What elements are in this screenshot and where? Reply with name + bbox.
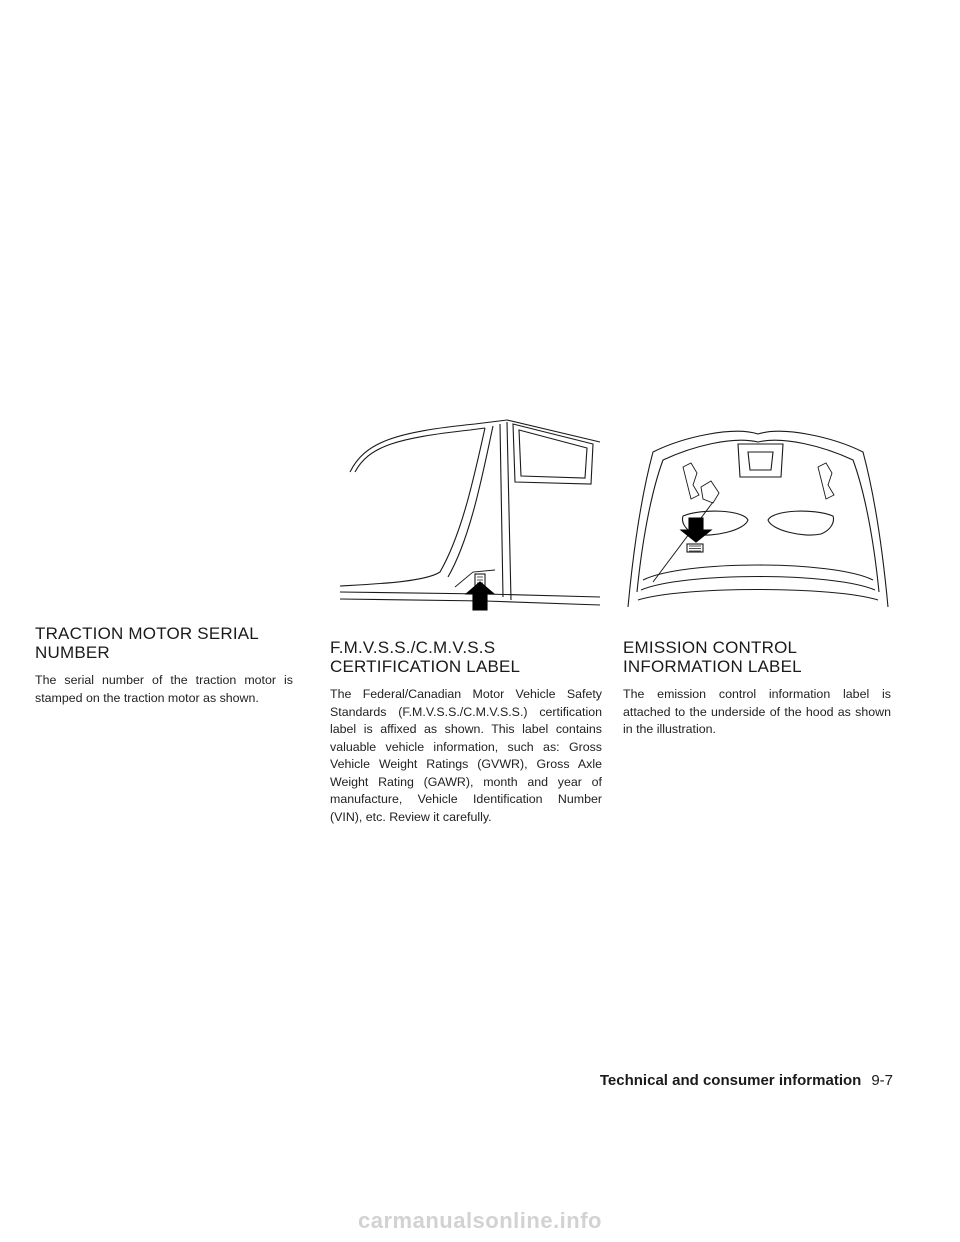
footer-section-title: Technical and consumer information: [599, 1072, 862, 1089]
page-number: 9-7: [871, 1072, 893, 1089]
section-title: TRACTION MOTOR SERIAL NUMBER: [35, 624, 259, 662]
section-title: EMISSION CONTROL INFORMATION LABEL: [623, 638, 802, 676]
section-traction-motor: [35, 624, 293, 707]
page-footer: [600, 1072, 893, 1089]
section-emission-label: [623, 638, 891, 739]
hood-underside-illustration: [623, 412, 893, 612]
section-body: The Federal/Canadian Motor Vehicle Safety Standards (F.M.V.S.S./C.M.V.S.S.) certification label is affixed as shown. This label contains valuable vehicle information, such as: Gross Vehicle Weight Ratings (GVWR), Gross Axle Weight Rating (GAWR), month and year of manufacture, Vehicle Identification Number (VIN), etc. Review it carefully.: [330, 687, 602, 824]
watermark: carmanualsonline.info: [358, 1208, 602, 1233]
door-pillar-illustration: [335, 412, 605, 617]
section-certification-label: [330, 638, 602, 826]
section-body: The emission control information label is attached to the underside of the hood as shown in the illustration.: [623, 687, 891, 736]
section-title: F.M.V.S.S./C.M.V.S.S CERTIFICATION LABEL: [330, 638, 521, 676]
section-body: The serial number of the traction motor is stamped on the traction motor as shown.: [35, 673, 293, 705]
